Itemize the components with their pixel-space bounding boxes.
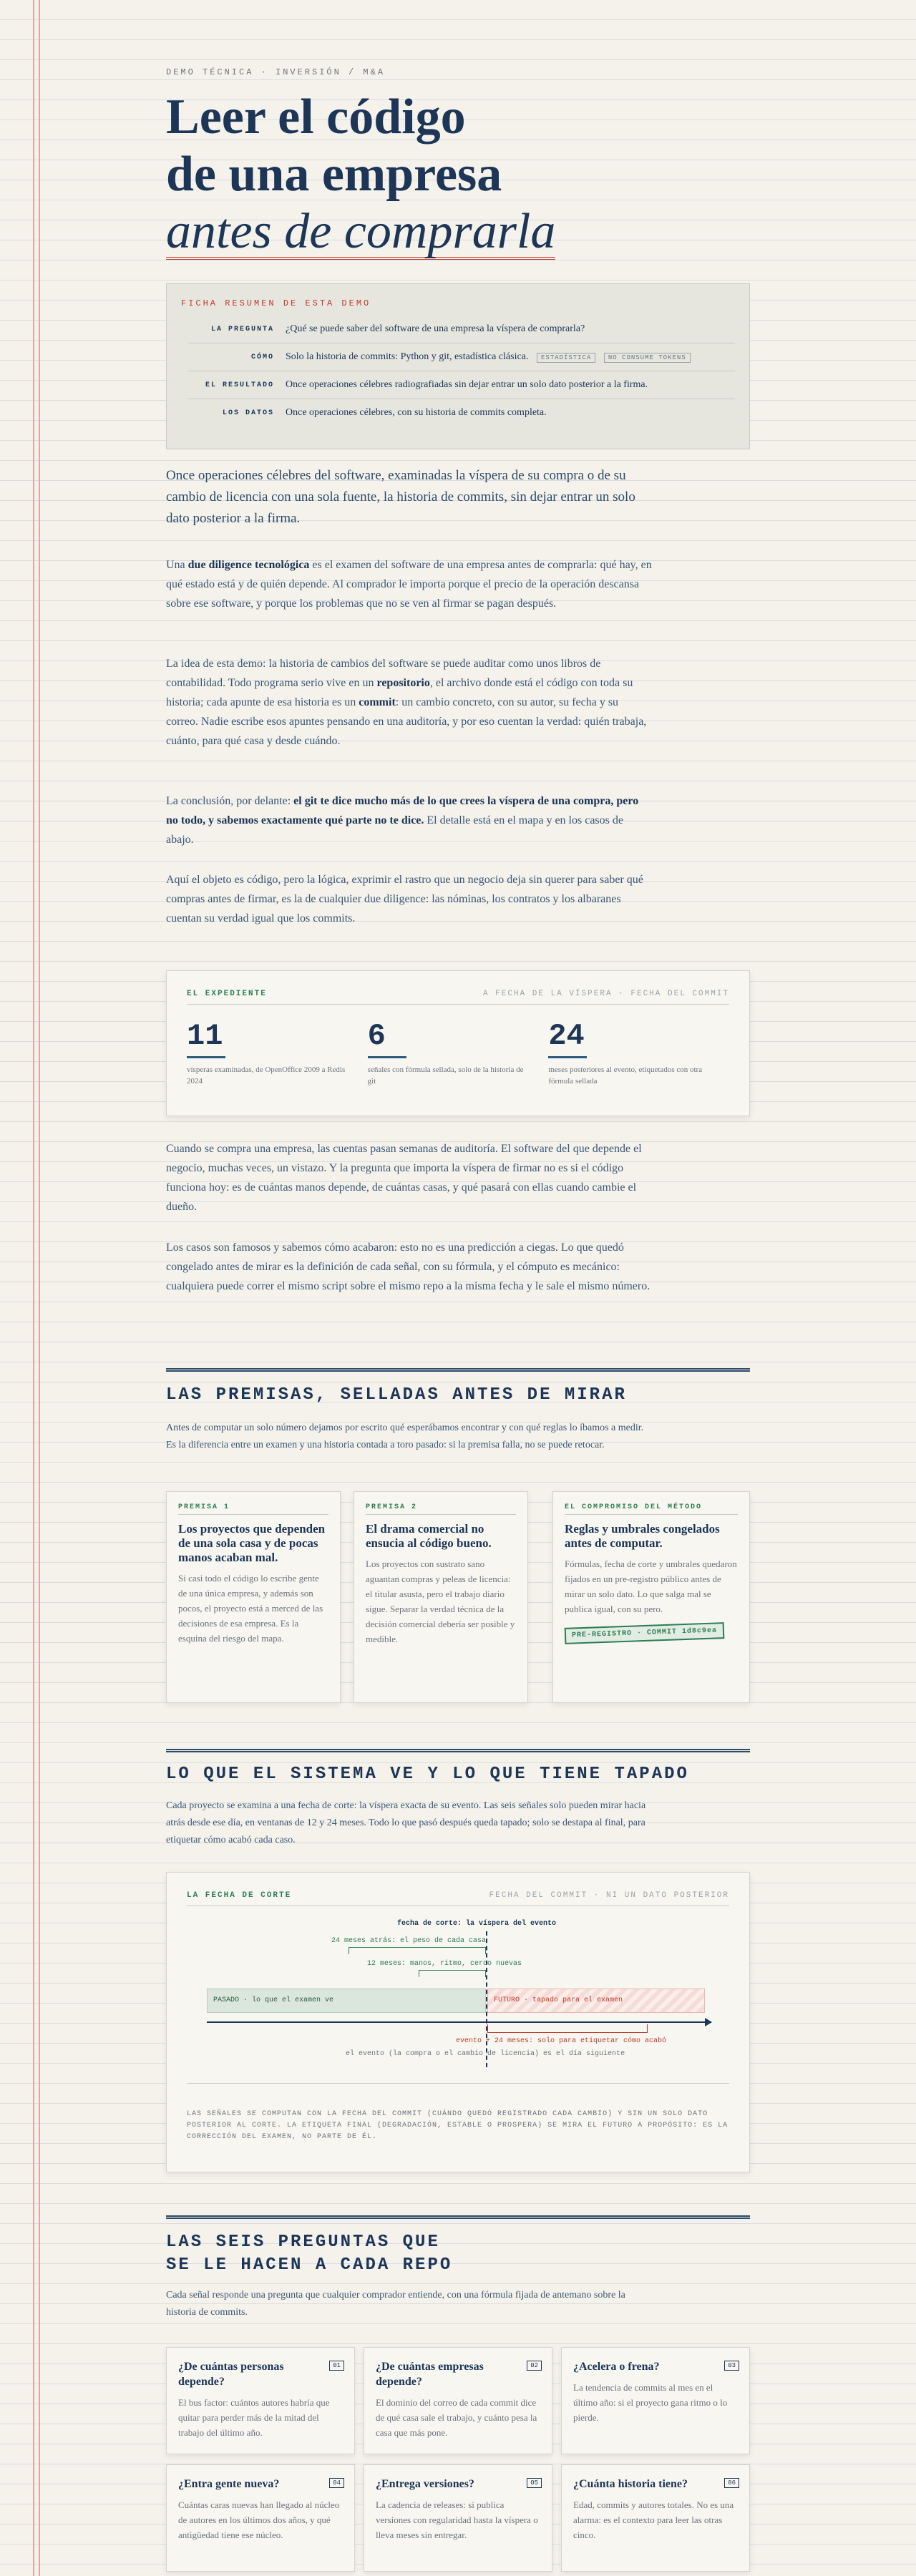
summary-value: Once operaciones célebres, con su historia de commits completa. <box>286 407 547 418</box>
question-number-badge: 02 <box>527 2361 542 2371</box>
summary-value: Once operaciones célebres radiografiadas sin dejar entrar un solo dato posterior a la firma. <box>286 379 648 390</box>
past-label: PASADO · lo que el examen ve <box>213 1996 334 2004</box>
method-kicker: EL COMPROMISO DEL MÉTODO <box>565 1503 738 1515</box>
question-text: El dominio del correo de cada commit dice de qué casa sale el trabajo, y cuánto pesa la casa que más pone. <box>376 2397 537 2438</box>
tag-badge: NO CONSUME TOKENS <box>604 353 691 363</box>
summary-label: LOS DATOS <box>222 409 274 417</box>
intro-paragraph: La idea de esta demo: la historia de cambios del software se puede auditar como unos libros de contabilidad. Todo programa serio vive en un repositorio, el archivo donde está el código con toda su historia; cada apunte de esa historia es un commit: un cambio concreto, con su autor, su fecha y su correo. Nadie escribe esos apuntes pensando en una auditoría, y por eso cuentan la verdad: quién trabaja, cuánto, para qué casa y desde cuándo. <box>166 658 647 747</box>
question-title: ¿De cuántas personas depende? <box>178 2361 284 2388</box>
question-card <box>166 2347 355 2454</box>
page-title <box>166 89 555 260</box>
expediente-header <box>187 990 729 1005</box>
after-bracket <box>487 2024 648 2033</box>
premise-kicker: PREMISA 1 <box>178 1503 328 1515</box>
summary-value-text: Solo la historia de commits: Python y git, estadística clásica. <box>286 351 529 362</box>
expediente-card <box>166 970 750 1116</box>
summary-card <box>166 283 750 449</box>
stat-description: meses posteriores al evento, etiquetados con otra fórmula sellada <box>548 1065 703 1085</box>
term-commit: commit <box>359 696 396 708</box>
margin-line <box>39 0 40 2576</box>
cutoff-caption: fecha de corte: la víspera del evento <box>397 1920 557 1928</box>
past-band <box>207 1989 486 2013</box>
tag-badge: ESTADÍSTICA <box>537 353 595 363</box>
timeline-axis <box>207 2021 711 2023</box>
cutoff-meta: FECHA DEL COMMIT · NI UN DATO POSTERIOR <box>489 1891 729 1900</box>
term-repositorio: repositorio <box>376 677 430 689</box>
method-title: Reglas y umbrales congelados antes de computar. <box>565 1522 720 1550</box>
stat-number: 6 <box>368 1018 406 1058</box>
stat-item <box>368 1018 549 1087</box>
question-number-badge: 06 <box>724 2478 739 2488</box>
cutoff-label: LA FECHA DE CORTE <box>187 1891 292 1900</box>
question-card <box>561 2347 750 2454</box>
cutoff-panel <box>166 1872 750 2172</box>
conclusion-highlight: el git te dice mucho más de lo que crees la víspera de una compra, pero no todo, y sabemos exactamente qué parte no te dice. <box>166 795 639 826</box>
premise-card <box>166 1491 341 1703</box>
section-intro: Cada señal responde una pregunta que cualquier comprador entiende, con una fórmula fijada de antemano sobre la historia de commits. <box>166 2290 625 2318</box>
premise-text: Si casi todo el código lo escribe gente de una única empresa, y además son pocos, el proyecto está a merced de las decisiones de esa empresa. Es la esquina del riesgo del mapa. <box>178 1573 323 1644</box>
intro-paragraph: Aquí el objeto es código, pero la lógica, exprimir el rastro que un negocio deja sin querer para saber qué compras antes de firmar, es la de cualquier due diligence: las nóminas, los contratos y los albaranes cuentan su verdad igual que los commits. <box>166 874 643 924</box>
premise-kicker: PREMISA 2 <box>366 1503 516 1515</box>
cutoff-footnote: LAS SEÑALES SE COMPUTAN CON LA FECHA DEL COMMIT (CUÁNDO QUEDÓ REGISTRADO CADA CAMBIO) Y SIN UN SOLO DATO POSTERIOR AL CORTE. LA ETIQUETA FINAL (DEGRADACIÓN, ESTABLE O PROSPERA) SE MIRA EL FUTURO A PROPÓSITO: ES LA CORRECCIÓN DEL EXAMEN, NO PARTE DE ÉL. <box>187 2110 729 2141</box>
body-paragraph: Cuando se compra una empresa, las cuentas pasan semanas de auditoría. El software del que depende el negocio, muchas veces, un vistazo. Y la pregunta que importa la víspera de firmar no es si el código funciona hoy: es de cuántas manos depende, de cuántas casas, y qué pasará con ellas cuando cambie el dueño. <box>166 1143 642 1213</box>
summary-row <box>188 316 735 343</box>
window-24-bracket <box>349 1947 486 1954</box>
premise-card <box>354 1491 528 1703</box>
after-label: evento + 24 meses: solo para etiquetar cómo acabó <box>456 2037 667 2045</box>
question-text: El bus factor: cuántos autores habría que quitar para perder más de la mitad del trabajo del último año. <box>178 2397 330 2438</box>
section-intro: Cada proyecto se examina a una fecha de corte: la víspera exacta de su evento. Las seis señales solo pueden mirar hacia atrás desde ese día, en ventanas de 12 y 24 meses. Todo lo que pasó después queda tapado; solo se destapa al final, para etiquetar cómo acabó cada caso. <box>166 1800 646 1845</box>
section-rule <box>166 1368 750 1372</box>
summary-label: LA PREGUNTA <box>210 325 274 333</box>
future-band <box>487 1989 705 2013</box>
section-title-premisas: LAS PREMISAS, SELLADAS ANTES DE MIRAR <box>166 1385 627 1405</box>
summary-row <box>188 343 735 371</box>
section-title-preguntas: LAS SEIS PREGUNTAS QUE SE LE HACEN A CADA REPO <box>166 2233 453 2275</box>
question-card <box>364 2347 552 2454</box>
stat-description: señales con fórmula sellada, solo de la historia de git <box>367 1065 524 1085</box>
method-text: Fórmulas, fecha de corte y umbrales quedaron fijados en un pre-registro público antes de mirar un solo dato. Lo que salga mal se publica igual, con su pero. <box>565 1558 737 1614</box>
expediente-meta: A FECHA DE LA VÍSPERA · FECHA DEL COMMIT <box>482 990 729 998</box>
premise-title: Los proyectos que dependen de una sola casa y de pocas manos acaban mal. <box>178 1522 326 1564</box>
timeline-arrow-icon <box>705 2018 712 2026</box>
question-title: ¿Entrega versiones? <box>376 2478 474 2490</box>
question-title: ¿De cuántas empresas depende? <box>376 2361 484 2388</box>
question-card <box>166 2464 355 2572</box>
question-text: La tendencia de commits al mes en el último año: si el proyecto gana ritmo o lo pierde. <box>573 2382 728 2423</box>
title-line-1: Leer el código <box>166 89 466 145</box>
title-line-3: antes de comprarla <box>166 204 556 259</box>
stat-number: 24 <box>548 1018 587 1058</box>
cutoff-header <box>187 1891 729 1906</box>
preregistro-stamp: PRE-REGISTRO · COMMIT 1d8c9ea <box>565 1622 725 1644</box>
premise-title: El drama comercial no ensucia al código bueno. <box>366 1522 492 1550</box>
kicker: DEMO TÉCNICA · INVERSIÓN / M&A <box>166 67 386 77</box>
summary-value: ¿Qué se puede saber del software de una empresa la víspera de comprarla? <box>286 323 585 334</box>
stat-number: 11 <box>187 1018 225 1058</box>
question-text: Edad, commits y autores totales. No es una alarma: es el contexto para leer las otras cinco. <box>573 2499 734 2540</box>
margin-line <box>33 0 34 2576</box>
stat-item <box>187 1018 368 1087</box>
future-label: FUTURO · tapado para el examen <box>494 1996 623 2004</box>
section-title-sistema: LO QUE EL SISTEMA VE Y LO QUE TIENE TAPADO <box>166 1765 689 1784</box>
question-number-badge: 01 <box>329 2361 344 2371</box>
question-title: ¿Cuánta historia tiene? <box>573 2478 688 2490</box>
premise-text: Los proyectos con sustrato sano aguantan compras y peleas de licencia: el titular asusta, pero el trabajo diario sigue. Separar la verdad técnica de la decisión comercial debería ser posible y medible. <box>366 1558 515 1644</box>
summary-row <box>188 399 735 426</box>
term-due-diligence: due diligence tecnológica <box>187 559 310 571</box>
divider <box>187 2083 729 2084</box>
question-title: ¿Entra gente nueva? <box>178 2478 280 2490</box>
question-number-badge: 05 <box>527 2478 542 2488</box>
question-text: La cadencia de releases: si publica versiones con regularidad hasta la víspera o lleva meses sin entregar. <box>376 2499 538 2540</box>
summary-label: EL RESULTADO <box>205 381 274 389</box>
stat-item <box>548 1018 729 1087</box>
section-intro: Antes de computar un solo número dejamos por escrito qué esperábamos encontrar y con qué reglas lo íbamos a medir. Es la diferencia entre un examen y una historia contada a toro pasado: si la premisa falla, no se puede retocar. <box>166 1423 644 1450</box>
question-card <box>561 2464 750 2572</box>
intro-paragraph: Una due diligence tecnológica es el examen del software de una empresa antes de comprarla: qué hay, en qué estado está y de quién depende. Al comprador le importa porque el precio de la operación descansa sobre ese software, y porque los problemas que no se ven al firmar se pagan después. <box>166 559 652 610</box>
summary-row <box>188 371 735 399</box>
question-title: ¿Acelera o frena? <box>573 2361 660 2373</box>
stats-row <box>187 1018 729 1087</box>
body-paragraph: Los casos son famosos y sabemos cómo acabaron: esto no es una predicción a ciegas. Lo que quedó congelado antes de mirar es la definición de cada señal, con su fórmula, y el cómputo es mecánico: cualquiera puede correr el mismo script sobre el mismo repo a la misma fecha y le sale el mismo número. <box>166 1241 651 1292</box>
section-rule <box>166 2215 750 2219</box>
title-line-2: de una empresa <box>166 147 502 202</box>
window-12-label: 12 meses: manos, ritmo, cerco nuevas <box>367 1960 522 1968</box>
expediente-label: EL EXPEDIENTE <box>187 990 267 998</box>
window-24-label: 24 meses atrás: el peso de cada casa <box>331 1937 487 1945</box>
questions-grid <box>166 2347 750 2576</box>
method-card <box>552 1491 750 1703</box>
question-text: Cuántas caras nuevas han llegado al núcleo de autores en los últimos dos años, y qué antigüedad tiene ese núcleo. <box>178 2499 340 2540</box>
summary-value <box>286 351 691 363</box>
intro-paragraph: La conclusión, por delante: el git te dice mucho más de lo que crees la víspera de una compra, pero no todo, y sabemos exactamente qué parte no te dice. El detalle está en el mapa y en los casos de abajo. <box>166 795 639 846</box>
window-12-bracket <box>419 1970 486 1977</box>
lead-paragraph: Once operaciones célebres del software, examinadas la víspera de su compra o de su cambio de licencia con una sola fuente, la historia de commits, sin dejar entrar un solo dato posterior a la firma. <box>166 468 635 526</box>
question-card <box>364 2464 552 2572</box>
summary-label: CÓMO <box>250 353 274 361</box>
event-note: el evento (la compra o el cambio de licencia) es el día siguiente <box>346 2050 625 2058</box>
section-rule <box>166 1749 750 1752</box>
question-number-badge: 03 <box>724 2361 739 2371</box>
stat-description: vísperas examinadas, de OpenOffice 2009 a Redis 2024 <box>187 1065 346 1085</box>
summary-heading: FICHA RESUMEN DE ESTA DEMO <box>181 298 371 308</box>
question-number-badge: 04 <box>329 2478 344 2488</box>
premisas-cards <box>166 1491 750 1706</box>
